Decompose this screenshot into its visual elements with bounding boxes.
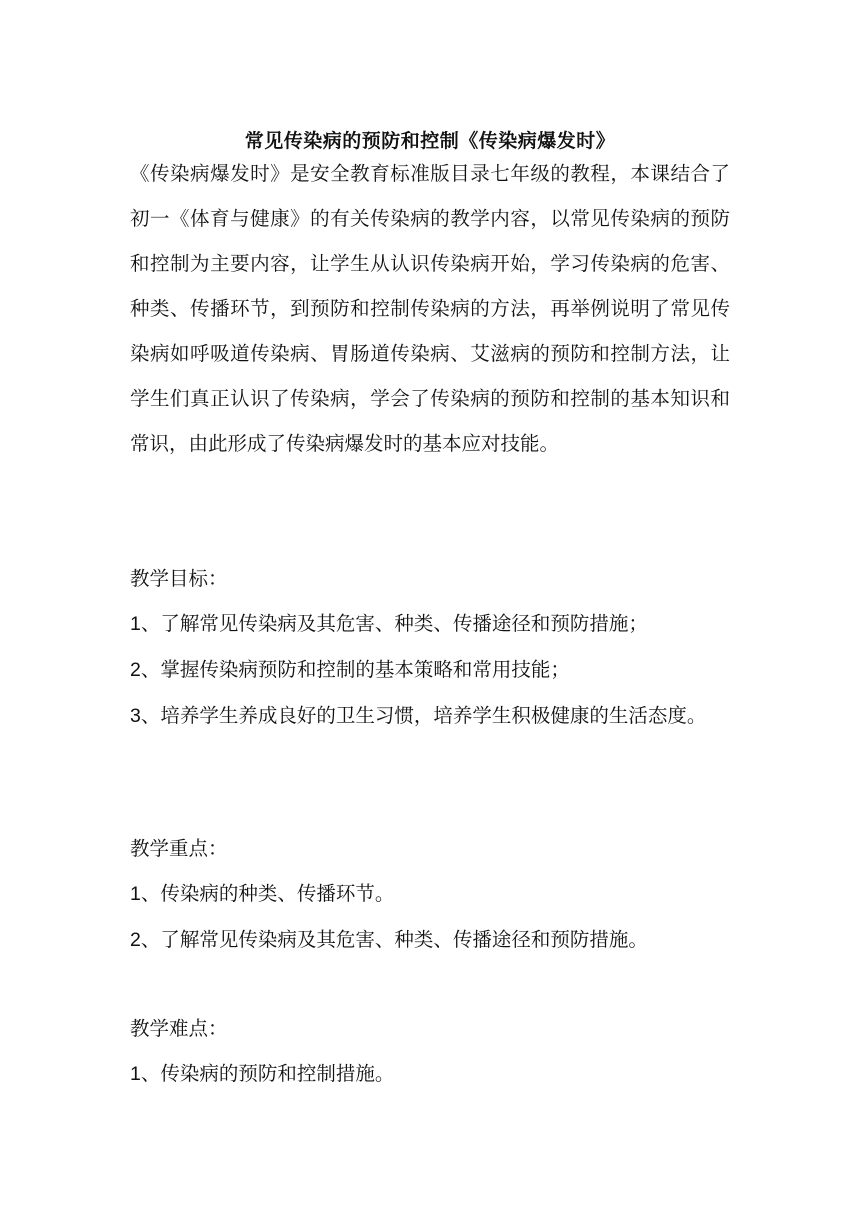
item-number: 2 [130,659,141,681]
item-number: 3 [130,705,141,727]
list-item [130,601,730,647]
item-number: 1 [130,1063,141,1085]
list-item [130,693,730,739]
item-text: 、传染病的种类、传播环节。 [140,882,395,905]
list-item [130,647,730,693]
intro-paragraph: 《传染病爆发时》是安全教育标准版目录七年级的教程，本课结合了初一《体育与健康》的有关传染病的教学内容，以常见传染病的预防和控制为主要内容，让学生从认识传染病开始，学习传染病的危害、种类、传播环节，到预防和控制传染病的方法，再举例说明了常见传染病如呼吸道传染病、胃肠道传染病、艾滋病的预防和控制方法，让学生们真正认识了传染病，学会了传染病的预防和控制的基本知识和常识，由此形成了传染病爆发时的基本应对技能。 [130,162,730,455]
section-heading: 教学重点： [130,837,228,860]
item-text: 、掌握传染病预防和控制的基本策略和常用技能； [140,658,570,681]
item-text: 、了解常见传染病及其危害、种类、传播途径和预防措施。 [140,928,648,951]
list-item [130,871,730,917]
section-heading: 教学难点： [130,1017,228,1040]
item-number: 1 [130,883,141,905]
section-difficulties [130,1006,730,1097]
item-text: 、了解常见传染病及其危害、种类、传播途径和预防措施； [140,612,648,635]
item-number: 1 [130,613,141,635]
objectives-list [130,601,730,739]
item-text: 、培养学生养成良好的卫生习惯，培养学生积极健康的生活态度。 [140,704,707,727]
section-heading: 教学目标： [130,567,228,590]
list-item [130,1051,730,1097]
item-number: 2 [130,929,141,951]
difficulties-list [130,1051,730,1097]
document-title: 常见传染病的预防和控制《传染病爆发时》 [244,129,616,152]
section-teaching-objectives [130,556,730,739]
list-item [130,917,730,963]
item-text: 、传染病的预防和控制措施。 [140,1062,395,1085]
key-points-list [130,871,730,963]
section-key-points [130,826,730,963]
